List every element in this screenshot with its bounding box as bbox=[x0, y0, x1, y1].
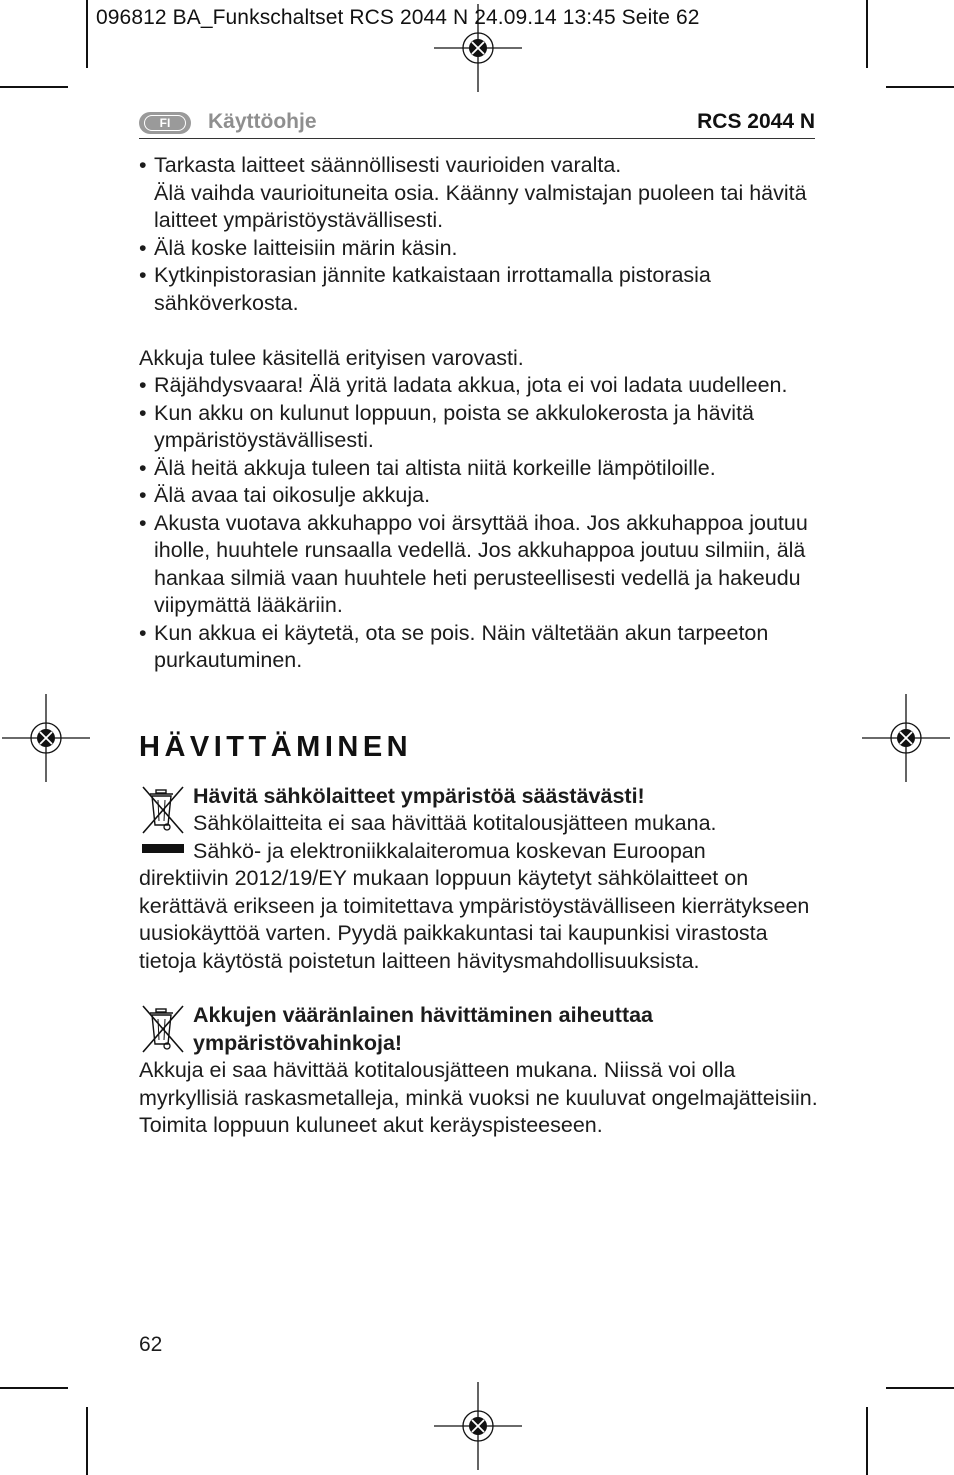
crop-mark bbox=[886, 1387, 954, 1389]
list-item: • Kun akku on kulunut loppuun, poista se akkulokerosta ja hävitä ympäristöystävällisesti. bbox=[139, 400, 819, 455]
language-code: FI bbox=[144, 115, 186, 131]
weee-line: Sähkölaitteita ei saa hävittää kotitalousjätteen mukana. bbox=[193, 811, 717, 835]
crossed-out-bin-icon bbox=[139, 1004, 187, 1054]
language-badge bbox=[139, 112, 191, 134]
battery-disposal-title: Akkujen vääränlainen hävittäminen aiheuttaa ympäristövahinkoja! bbox=[193, 1003, 654, 1055]
weee-title: Hävitä sähkölaitteet ympäristöä säästävästi! bbox=[193, 783, 645, 808]
crop-mark bbox=[86, 0, 88, 68]
battery-list bbox=[139, 372, 819, 675]
weee-text: direktiivin 2012/19/EY mukaan loppuun käytetyt sähkölaitteet on kerättävä erikseen ja toimitettava ympäristöystävälliseen kierrätykseen uusiokäyttöä varten. Pyydä paikkakuntasi tai kaupunkisi virastosta tietoja käytöstä poistetun laitteen hävitysmahdollisuuksista. bbox=[139, 866, 810, 973]
crossed-out-bin-icon bbox=[139, 785, 187, 835]
battery-disposal-notice bbox=[139, 1002, 819, 1140]
list-item: • Kun akkua ei käytetä, ota se pois. Näin vältetään akun tarpeeton purkautuminen. bbox=[139, 620, 819, 675]
list-item: • Älä heitä akkuja tuleen tai altista niitä korkeille lämpötiloille. bbox=[139, 455, 819, 483]
crop-mark bbox=[886, 86, 954, 88]
battery-disposal-text: Akkuja ei saa hävittää kotitalousjätteen mukana. Niissä voi olla myrkyllisiä raskasmetalleja, minkä vuoksi ne kuuluvat ongelmajätteisiin. Toimita loppuun kuluneet akut keräyspisteeseen. bbox=[139, 1058, 818, 1137]
disposal-heading: HÄVITTÄMINEN bbox=[139, 730, 413, 763]
list-item: • Älä avaa tai oikosulje akkuja. bbox=[139, 482, 819, 510]
safety-list bbox=[139, 152, 819, 317]
crop-mark bbox=[866, 1407, 868, 1475]
crop-mark bbox=[866, 0, 868, 68]
list-item: • Räjähdysvaara! Älä yritä ladata akkua, jota ei voi ladata uudelleen. bbox=[139, 372, 819, 400]
registration-mark-icon bbox=[434, 4, 522, 92]
section-title: Käyttöohje bbox=[208, 110, 317, 133]
crop-mark bbox=[0, 86, 68, 88]
list-item: • Älä koske laitteisiin märin käsin. bbox=[139, 235, 819, 263]
list-item: • Kytkinpistorasian jännite katkaistaan irrottamalla pistorasia sähköverkosta. bbox=[139, 262, 819, 317]
underline-bar bbox=[142, 844, 184, 853]
registration-mark-icon bbox=[2, 694, 90, 782]
weee-line: Sähkö- ja elektroniikkalaiteromua koskevan Euroopan bbox=[193, 838, 706, 863]
registration-mark-icon bbox=[434, 1382, 522, 1470]
registration-mark-icon bbox=[862, 694, 950, 782]
crop-mark bbox=[86, 1407, 88, 1475]
bullet-text: Tarkasta laitteet säännöllisesti vaurioiden varalta. Älä vaihda vaurioituneita osia. Käänny valmistajan puoleen tai hävitä laitteet ympäristöystävällisesti. bbox=[154, 153, 807, 232]
running-header bbox=[139, 108, 815, 139]
page-content bbox=[139, 152, 819, 1140]
weee-notice bbox=[139, 783, 819, 976]
crop-mark bbox=[0, 1387, 68, 1389]
list-item bbox=[139, 152, 819, 235]
battery-intro: Akkuja tulee käsitellä erityisen varovasti. bbox=[139, 345, 524, 370]
page-number: 62 bbox=[139, 1333, 163, 1356]
list-item: • Akusta vuotava akkuhappo voi ärsyttää ihoa. Jos akkuhappoa joutuu iholle, huuhtele runsaalla vedellä. Jos akkuhappoa joutuu silmiin, älä hankaa silmiä vaan huuhtele heti perusteellisesti vedellä ja hakeudu viipymättä lääkäriin. bbox=[139, 510, 819, 620]
print-slug: 096812 BA_Funkschaltset RCS 2044 N 24.09.14 13:45 Seite 62 bbox=[96, 6, 700, 29]
model-name: RCS 2044 N bbox=[697, 110, 815, 133]
